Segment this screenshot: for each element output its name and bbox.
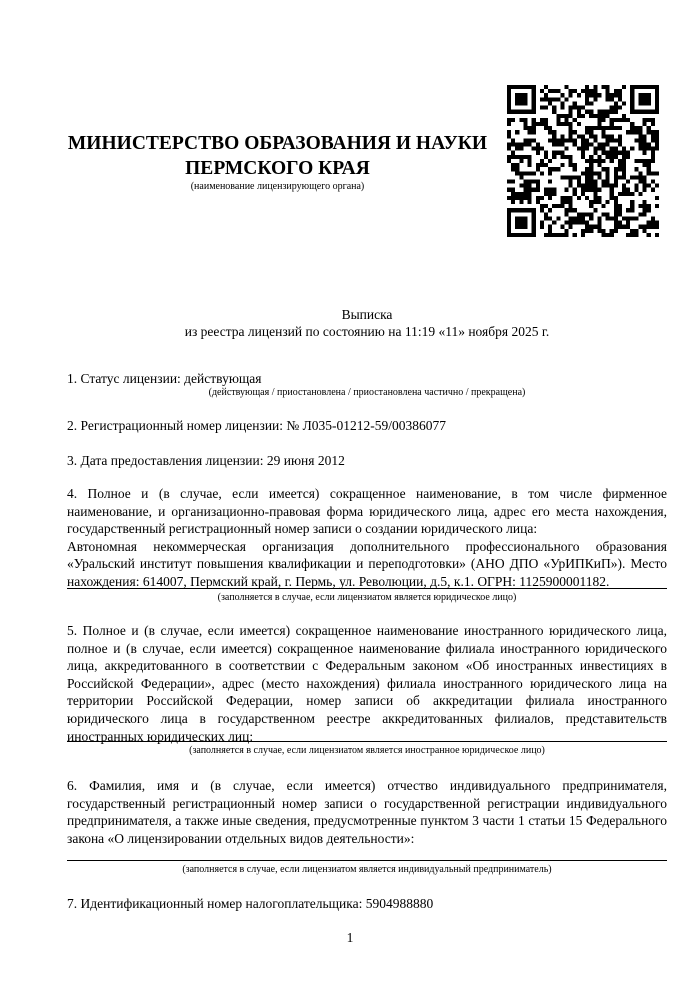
legal-entity-value: Автономная некоммерческая организация дополнительного профессионального образования «Уральский институт повышения квалификации и переподготовки» (АНО ДПО «УрИПКиП»). Место нахождения: 614007, Пермский край, г. Пермь, ул. Революции, д.5, к.1. ОГРН: 1125900001182. [67,538,667,589]
legal-entity-section: 4. Полное и (в случае, если имеется) сокращенное наименование, в том числе фирменное наименование, и организационно-правовая форма юридического лица, адрес его места нахождения, государственный регистрационный номер записи о создании юридического лица: Автономная некоммерческая организация дополнительного профессионального образования «Уральский институт повышения квалификации и переподготовки» (АНО ДПО «УрИПКиП»). Место нахождения: 614007, Пермский край, г. Пермь, ул. Революции, д.5, к.1. ОГРН: 1125900001182. [67,486,667,589]
foreign-entity-label: 5. Полное и (в случае, если имеется) сокращенное наименование иностранного юридического лица, полное и (в случае, если имеется) сокращенное наименование филиала иностранного юридического лица, аккредитованного в соответствии с Федеральным законом «Об иностранных инвестициях в Российской Федерации», адрес (место нахождения) филиала иностранного юридического лица на территории Российской Федерации, номер записи об аккредитации филиала иностранного юридического лица в государственном реестре аккредитованных филиалов, представительств иностранных юридических лиц: [67,623,667,744]
entrepreneur-caption: (заполняется в случае, если лицензиатом является индивидуальный предприниматель) [182,864,552,875]
authority-caption: (наименование лицензирующего органа) [190,181,365,192]
registration-number: 2. Регистрационный номер лицензии: № Л035-01212-59/00386077 [67,418,447,433]
divider [67,588,667,589]
taxpayer-id: 7. Идентификационный номер налогоплательщика: 5904988880 [67,896,434,911]
divider [67,860,667,861]
page-number: 1 [346,930,354,945]
status-caption: (действующая / приостановлена / приостановлена частично / прекращена) [208,387,526,398]
licensing-authority-title: МИНИСТЕРСТВО ОБРАЗОВАНИЯ И НАУКИ ПЕРМСКОГО КРАЯ [67,133,488,179]
license-date: 3. Дата предоставления лицензии: 29 июня 2012 [67,453,345,468]
legal-entity-caption: (заполняется в случае, если лицензиатом является юридическое лицо) [217,592,517,603]
document-title: Выписка из реестра лицензий по состоянию на 11:19 «11» ноября 2025 г. [184,307,550,339]
qr-code-icon [507,85,659,237]
qr-modules [507,85,659,237]
license-status: 1. Статус лицензии: действующая [67,371,262,386]
entrepreneur-label: 6. Фамилия, имя и (в случае, если имеется) отчество индивидуального предпринимателя, государственный регистрационный номер записи о государственной регистрации индивидуального предпринимателя, а также иные сведения, предусмотренные пунктом 3 части 1 статьи 15 Федерального закона «О лицензировании отдельных видов деятельности»: [67,778,667,846]
foreign-entity-caption: (заполняется в случае, если лицензиатом является иностранное юридическое лицо) [189,745,545,756]
divider [67,741,667,742]
